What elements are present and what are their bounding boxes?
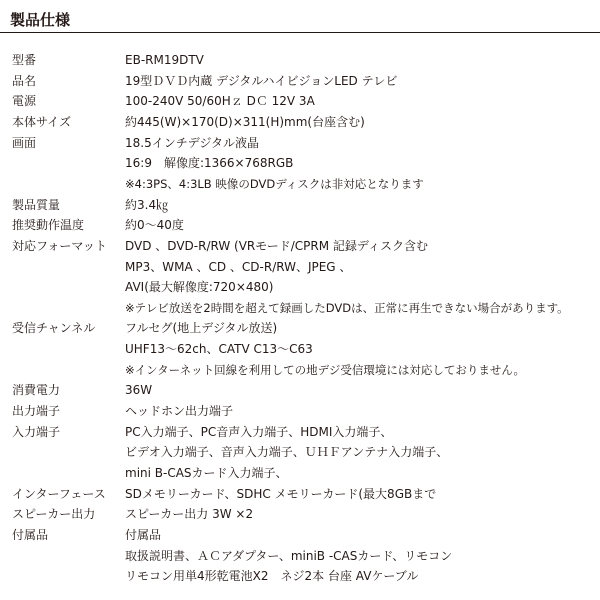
spec-row bbox=[0, 256, 600, 278]
spec-value: 約445(W)×170(D)×311(H)mm(台座含む) bbox=[125, 114, 365, 129]
spec-label: 型番 bbox=[12, 53, 37, 67]
spec-label: 受信チャンネル bbox=[12, 321, 96, 336]
spec-label: 消費電力 bbox=[12, 383, 61, 398]
spec-row bbox=[0, 462, 600, 484]
spec-label: 本体サイズ bbox=[12, 114, 72, 129]
spec-value: スピーカー出力 3W ×2 bbox=[125, 507, 254, 522]
title-divider bbox=[0, 32, 600, 33]
spec-row bbox=[0, 297, 600, 319]
spec-row bbox=[0, 441, 600, 463]
spec-label: 製品質量 bbox=[12, 197, 61, 212]
spec-value: 36W bbox=[125, 383, 153, 398]
spec-row bbox=[0, 379, 600, 401]
spec-value: EB-RM19DTV bbox=[125, 53, 204, 67]
spec-row bbox=[0, 400, 600, 422]
spec-row bbox=[0, 483, 600, 505]
spec-row bbox=[0, 132, 600, 154]
spec-row bbox=[0, 111, 600, 133]
spec-value: DVD 、DVD-R/RW (VRモード/CPRM 記録ディスク含む bbox=[125, 238, 428, 253]
spec-row bbox=[0, 545, 600, 567]
spec-row bbox=[0, 235, 600, 257]
spec-row bbox=[0, 359, 600, 381]
spec-label: 電源 bbox=[12, 94, 37, 109]
spec-row bbox=[0, 49, 600, 71]
spec-value: ※4:3PS、4:3LB 映像のDVDディスクは非対応となります bbox=[125, 176, 424, 191]
spec-value: UHF13～62ch、CATV C13～C63 bbox=[125, 342, 313, 357]
spec-value: ビデオ入力端子、音声入力端子、ＵＨＦアンテナ入力端子、 bbox=[125, 445, 449, 460]
spec-value: リモコン用単4形乾電池X2 ネジ2本 台座 AVケーブル bbox=[125, 569, 419, 584]
spec-label: スピーカー出力 bbox=[12, 507, 96, 522]
spec-value: AVI(最大解像度:720×480) bbox=[125, 280, 274, 295]
spec-value: ※インターネット回線を利用しての地デジ受信環境には対応しておりません。 bbox=[125, 362, 526, 377]
spec-label: 品名 bbox=[12, 73, 37, 88]
spec-value: 16:9 解像度:1366×768RGB bbox=[125, 156, 294, 171]
spec-row bbox=[0, 421, 600, 443]
spec-row bbox=[0, 152, 600, 174]
page-title: 製品仕様 bbox=[10, 11, 71, 29]
spec-value: 19型ＤＶＤ内蔵 デジタルハイビジョンLED テレビ bbox=[125, 73, 398, 88]
spec-value: 100-240V 50/60Hｚ DＣ 12V 3A bbox=[125, 94, 315, 109]
spec-value: 18.5インチデジタル液晶 bbox=[125, 135, 259, 150]
spec-value: PC入力端子、PC音声入力端子、HDMI入力端子、 bbox=[125, 424, 393, 439]
spec-row bbox=[0, 194, 600, 216]
spec-row bbox=[0, 317, 600, 339]
spec-row bbox=[0, 214, 600, 236]
spec-value: mini B-CASカード入力端子、 bbox=[125, 466, 288, 480]
spec-label: 出力端子 bbox=[12, 404, 61, 418]
spec-value: 約3.4㎏ bbox=[125, 197, 169, 212]
spec-row bbox=[0, 90, 600, 112]
spec-row bbox=[0, 70, 600, 92]
spec-value: MP3、WMA 、CD 、CD-R/RW、JPEG 、 bbox=[125, 259, 352, 274]
spec-label: 入力端子 bbox=[12, 424, 61, 439]
spec-value: ヘッドホン出力端子 bbox=[125, 404, 234, 418]
spec-row bbox=[0, 503, 600, 525]
spec-value: 約0～40度 bbox=[125, 218, 184, 233]
spec-label: 対応フォーマット bbox=[12, 238, 107, 253]
spec-row bbox=[0, 276, 600, 298]
spec-value: 付属品 bbox=[125, 528, 162, 542]
spec-label: 付属品 bbox=[12, 528, 49, 542]
spec-value: ※テレビ放送を2時間を超えて録画したDVDは、正常に再生できない場合があります。 bbox=[125, 300, 569, 315]
spec-row bbox=[0, 173, 600, 195]
spec-label: インターフェース bbox=[12, 486, 106, 501]
spec-value: フルセグ(地上デジタル放送) bbox=[125, 321, 278, 336]
spec-value: SDメモリーカード、SDHC メモリーカード(最大8GBまで bbox=[125, 486, 437, 501]
spec-row bbox=[0, 338, 600, 360]
spec-label: 画面 bbox=[12, 135, 37, 150]
spec-row bbox=[0, 565, 600, 587]
spec-value: 取扱説明書、ＡＣアダプター、miniB -CASカード、リモコン bbox=[125, 548, 453, 563]
spec-label: 推奨動作温度 bbox=[12, 218, 85, 233]
spec-row bbox=[0, 524, 600, 546]
